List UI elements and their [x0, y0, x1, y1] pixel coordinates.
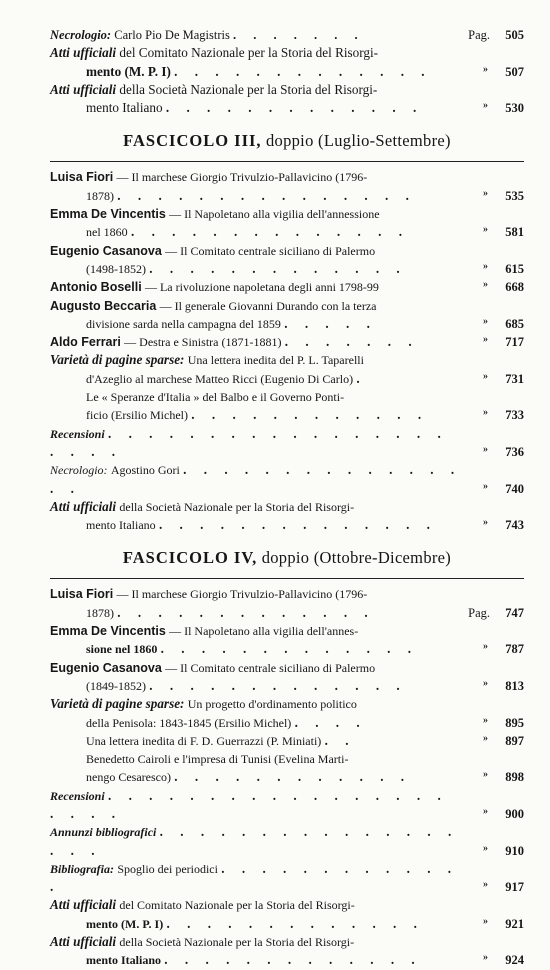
page-number: 505	[505, 28, 524, 42]
page-number: 615	[505, 261, 524, 276]
entry-author: Emma De Vincentis	[50, 624, 166, 639]
toc-entry: Varietà di pagine sparse: Un progetto d'ordinamento politico della Penisola: 1843-1845 (Ersilio Michel) . . . . » 895	[50, 695, 524, 732]
entry-continuation: divisione sarda nella campagna del 1859	[86, 316, 281, 331]
entry-continuation: 1878)	[86, 188, 114, 203]
page-number: 813	[505, 678, 524, 693]
pag-label: Pag.	[468, 605, 490, 620]
entry-continuation: 1878)	[86, 605, 114, 620]
page-number: 898	[505, 770, 524, 785]
toc-entry: Una lettera inedita di F. D. Guerrazzi (P. Miniati) . . » 897	[50, 732, 524, 750]
entry-title: Spoglio dei periodici	[117, 861, 218, 876]
entry-title: — Il Comitato centrale siciliano di Palermo	[165, 243, 376, 258]
pag-label: Pag.	[468, 28, 490, 42]
page-number: 787	[505, 642, 524, 657]
entry-title: Carlo Pio De Magistris	[114, 28, 230, 42]
entry-title: Benedetto Cairoli e l'impresa di Tunisi (Evelina Marti-	[86, 752, 349, 767]
toc-entry: Atti ufficiali della Società Nazionale per la Storia del Risorgi- mento Italiano . . . . . . . . . . . . . » 924	[50, 933, 524, 970]
entry-author: Emma De Vincentis	[50, 207, 166, 222]
entry-prefix: Necrologio:	[50, 28, 112, 42]
toc-entry: Bibliografia: Spoglio dei periodici . . . . . . . . . . . . . » 917	[50, 860, 524, 897]
toc-entry: Luisa Fiori — Il marchese Giorgio Trivulzio-Pallavicino (1796- 1878) . . . . . . . . . . . . . Pag. 747	[50, 585, 524, 622]
entry-title: del Comitato Nazionale per la Storia del Risorgi-	[119, 898, 355, 913]
toc-entry: Atti ufficiali del Comitato Nazionale per la Storia del Risorgi- mento (M. P. I) . . . . . . . . . . . . . » 507	[50, 44, 524, 81]
toc-entry: Augusto Beccaria — Il generale Giovanni Durando con la terza divisione sarda nella campagna del 1859 . . . . . » 685	[50, 297, 524, 334]
section-fascicolo-4	[50, 585, 524, 969]
entry-title: del Comitato Nazionale per la Storia del Risorgi-	[119, 45, 379, 61]
entry-author: Luisa Fiori	[50, 587, 114, 602]
page-number: 921	[505, 916, 524, 931]
entry-continuation: mento (M. P. I)	[86, 916, 164, 931]
toc-entry: Le « Speranze d'Italia » del Balbo e il Governo Ponti- ficio (Ersilio Michel) . . . . . . . . . . . . » 733	[50, 388, 524, 425]
entry-title: della Società Nazionale per la Storia del Risorgi-	[119, 499, 355, 514]
entry-title: — Il generale Giovanni Durando con la terza	[159, 298, 377, 313]
entry-continuation: (1498-1852)	[86, 261, 146, 276]
entry-prefix: Necrologio:	[50, 463, 108, 478]
entry-continuation: mento Italiano	[86, 953, 161, 968]
toc-entry: Recensioni . . . . . . . . . . . . . . . . . . . . . » 736	[50, 425, 524, 462]
page-number: 897	[505, 733, 524, 748]
page-number: 731	[505, 371, 524, 386]
entry-prefix: Recensioni	[50, 426, 105, 441]
page-number: 733	[505, 408, 524, 423]
entry-title: — Il Napoletano alla vigilia dell'annessione	[169, 207, 380, 222]
entry-continuation: mento (M. P. I)	[86, 63, 171, 79]
toc-entry: Aldo Ferrari — Destra e Sinistra (1871-1881) . . . . . . . » 717	[50, 333, 524, 351]
entry-title: Una lettera inedita del P. L. Taparelli	[187, 353, 364, 368]
page-number: 747	[505, 605, 524, 620]
entry-prefix: Atti ufficiali	[50, 897, 117, 913]
entry-title: Una lettera inedita di F. D. Guerrazzi (P. Miniati)	[86, 733, 322, 748]
entry-author: Eugenio Casanova	[50, 660, 162, 675]
entry-prefix: Varietà di pagine sparse:	[50, 696, 185, 712]
divider	[50, 578, 524, 579]
page-number: 530	[505, 101, 524, 116]
entry-continuation: sione nel 1860	[86, 642, 158, 657]
section-heading	[50, 129, 524, 153]
page-number: 736	[505, 444, 524, 459]
entry-continuation: nel 1860	[86, 225, 128, 240]
page-number: 668	[505, 280, 524, 295]
page-number: 743	[505, 518, 524, 533]
entry-continuation: (1849-1852)	[86, 678, 146, 693]
page-number: 917	[505, 880, 524, 895]
fascicolo-label: FASCICOLO IV,	[122, 548, 258, 568]
toc-entry: Recensioni . . . . . . . . . . . . . . . . . . . . . » 900	[50, 787, 524, 824]
fascicolo-label: FASCICOLO III,	[123, 131, 262, 151]
entry-continuation: nengo Cesaresco)	[86, 770, 171, 785]
entry-prefix: Recensioni	[50, 788, 105, 803]
entry-title: Un progetto d'ordinamento politico	[187, 697, 357, 712]
entry-title: — Il Comitato centrale siciliano di Palermo	[165, 660, 376, 675]
entry-prefix: Atti ufficiali	[50, 81, 117, 97]
toc-entry: Emma De Vincentis — Il Napoletano alla vigilia dell'annes- sione nel 1860 . . . . . . . . . . . . . » 787	[50, 622, 524, 659]
entry-prefix: Bibliografia:	[50, 861, 115, 876]
toc-entry: Atti ufficiali della Società Nazionale per la Storia del Risorgi- mento Italiano . . . . . . . . . . . . . . » 743	[50, 498, 524, 535]
page-number: 717	[505, 335, 524, 350]
toc-entry: Atti ufficiali del Comitato Nazionale per la Storia del Risorgi- mento (M. P. I) . . . . . . . . . . . . . » 921	[50, 896, 524, 933]
entry-author: Aldo Ferrari	[50, 335, 121, 350]
page-number: 507	[505, 64, 524, 79]
toc-entry: Varietà di pagine sparse: Una lettera inedita del P. L. Taparelli d'Azeglio al marchese Matteo Ricci (Eugenio Di Carlo) . » 731	[50, 351, 524, 388]
entry-title: — Il marchese Giorgio Trivulzio-Pallavicino (1796-	[116, 170, 368, 185]
entry-continuation: mento Italiano	[86, 100, 163, 116]
page-number: 895	[505, 715, 524, 730]
toc-entry: Annunzi bibliografici . . . . . . . . . . . . . . . . . . » 910	[50, 823, 524, 860]
entry-title: — Destra e Sinistra (1871-1881)	[124, 335, 282, 350]
entry-continuation: ficio (Ersilio Michel)	[86, 408, 188, 423]
entry-continuation: mento Italiano	[86, 518, 156, 533]
toc-entry: Benedetto Cairoli e l'impresa di Tunisi (Evelina Marti- nengo Cesaresco) . . . . . . . . . . . . » 898	[50, 750, 524, 787]
section-heading	[50, 546, 524, 570]
toc-entry: Necrologio: Agostino Gori . . . . . . . . . . . . . . . . » 740	[50, 461, 524, 498]
fascicolo-detail: doppio (Ottobre-Dicembre)	[261, 548, 452, 568]
entry-author: Augusto Beccaria	[50, 298, 157, 313]
entry-prefix: Varietà di pagine sparse:	[50, 352, 185, 368]
entry-title: Agostino Gori	[110, 463, 180, 478]
entry-prefix: Annunzi bibliografici	[50, 825, 157, 840]
section-fascicolo-3	[50, 168, 524, 534]
entry-title: — La rivoluzione napoletana degli anni 1798-99	[144, 280, 379, 295]
entry-prefix: Atti ufficiali	[50, 45, 117, 61]
page-number: 740	[505, 481, 524, 496]
toc-entry: Luisa Fiori — Il marchese Giorgio Trivulzio-Pallavicino (1796- 1878) . . . . . . . . . . . . . . . » 535	[50, 168, 524, 205]
entry-prefix: Atti ufficiali	[50, 934, 117, 950]
section-previous	[50, 26, 524, 117]
entry-author: Antonio Boselli	[50, 280, 142, 295]
entry-author: Luisa Fiori	[50, 170, 114, 185]
entry-continuation: della Penisola: 1843-1845 (Ersilio Michel)	[86, 715, 292, 730]
toc-entry: Eugenio Casanova — Il Comitato centrale siciliano di Palermo (1498-1852) . . . . . . . . . . . . . » 615	[50, 242, 524, 279]
page-number: 900	[505, 806, 524, 821]
entry-title: della Società Nazionale per la Storia del Risorgi-	[119, 935, 355, 950]
entry-title: della Società Nazionale per la Storia del Risorgi-	[119, 81, 378, 97]
entry-author: Eugenio Casanova	[50, 243, 162, 258]
page-number: 535	[505, 188, 524, 203]
entry-title: — Il marchese Giorgio Trivulzio-Pallavicino (1796-	[116, 587, 368, 602]
fascicolo-detail: doppio (Luglio-Settembre)	[265, 131, 451, 151]
page-number: 581	[505, 225, 524, 240]
entry-prefix: Atti ufficiali	[50, 498, 117, 514]
entry-continuation: d'Azeglio al marchese Matteo Ricci (Eugenio Di Carlo)	[86, 371, 354, 386]
toc-entry: Necrologio: Carlo Pio De Magistris . . . . . . . Pag. 505	[50, 26, 524, 44]
page-number: 910	[505, 843, 524, 858]
toc-entry: Antonio Boselli — La rivoluzione napoletana degli anni 1798-99 » 668	[50, 278, 524, 296]
page-number: 924	[505, 953, 524, 968]
entry-title: Le « Speranze d'Italia » del Balbo e il Governo Ponti-	[86, 390, 345, 405]
entry-title: — Il Napoletano alla vigilia dell'annes-	[169, 624, 359, 639]
toc-entry: Emma De Vincentis — Il Napoletano alla vigilia dell'annessione nel 1860 . . . . . . . . . . . . . . » 581	[50, 205, 524, 242]
toc-entry: Eugenio Casanova — Il Comitato centrale siciliano di Palermo (1849-1852) . . . . . . . . . . . . . » 813	[50, 659, 524, 696]
divider	[50, 161, 524, 162]
toc-entry: Atti ufficiali della Società Nazionale per la Storia del Risorgi- mento Italiano . . . . . . . . . . . . . » 530	[50, 81, 524, 118]
page-number: 685	[505, 316, 524, 331]
